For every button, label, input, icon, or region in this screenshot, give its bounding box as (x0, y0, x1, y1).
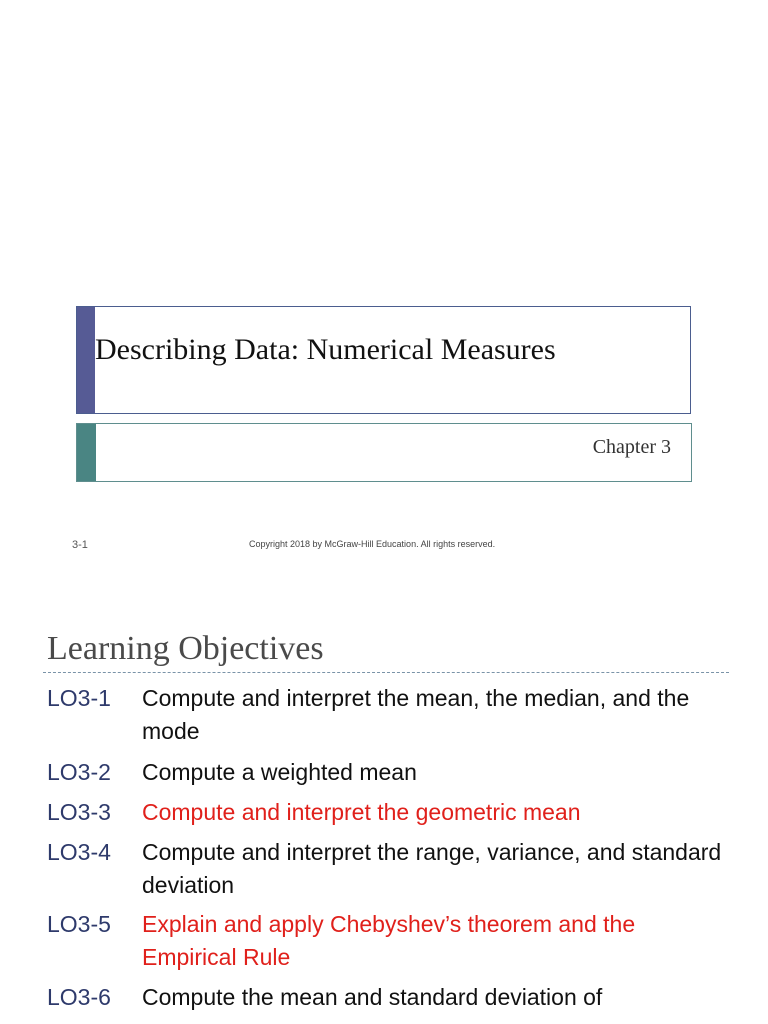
learning-objectives-slide (0, 576, 768, 1024)
objective-code: LO3-1 (47, 685, 111, 711)
objective-code: LO3-4 (47, 839, 111, 865)
subtitle-accent-bar (77, 424, 96, 481)
objective-text: Compute and interpret the mean, the median, and the mode (142, 685, 690, 744)
objective-code: LO3-6 (47, 984, 111, 1010)
heading-divider (43, 672, 729, 673)
objectives-heading: Learning Objectives (47, 630, 324, 667)
objective-text: Compute a weighted mean (142, 759, 417, 785)
slide-title: Describing Data: Numerical Measures (95, 333, 556, 366)
objective-text: Compute and interpret the range, variance, and standard deviation (142, 839, 722, 898)
title-box (76, 306, 691, 414)
slide-subtitle: Chapter 3 (592, 436, 671, 458)
objective-text: Compute the mean and standard deviation of (142, 984, 603, 1010)
objective-text: Compute and interpret the geometric mean (142, 799, 581, 825)
objective-code: LO3-2 (47, 759, 111, 785)
objective-code: LO3-3 (47, 799, 111, 825)
copyright-notice: Copyright 2018 by McGraw-Hill Education. All rights reserved. (249, 539, 496, 549)
slide-number: 3-1 (72, 539, 88, 551)
objective-text: Explain and apply Chebyshev’s theorem and the Empirical Rule (142, 911, 636, 970)
subtitle-box (76, 423, 692, 482)
objective-code: LO3-5 (47, 911, 111, 937)
title-accent-bar (77, 307, 95, 413)
